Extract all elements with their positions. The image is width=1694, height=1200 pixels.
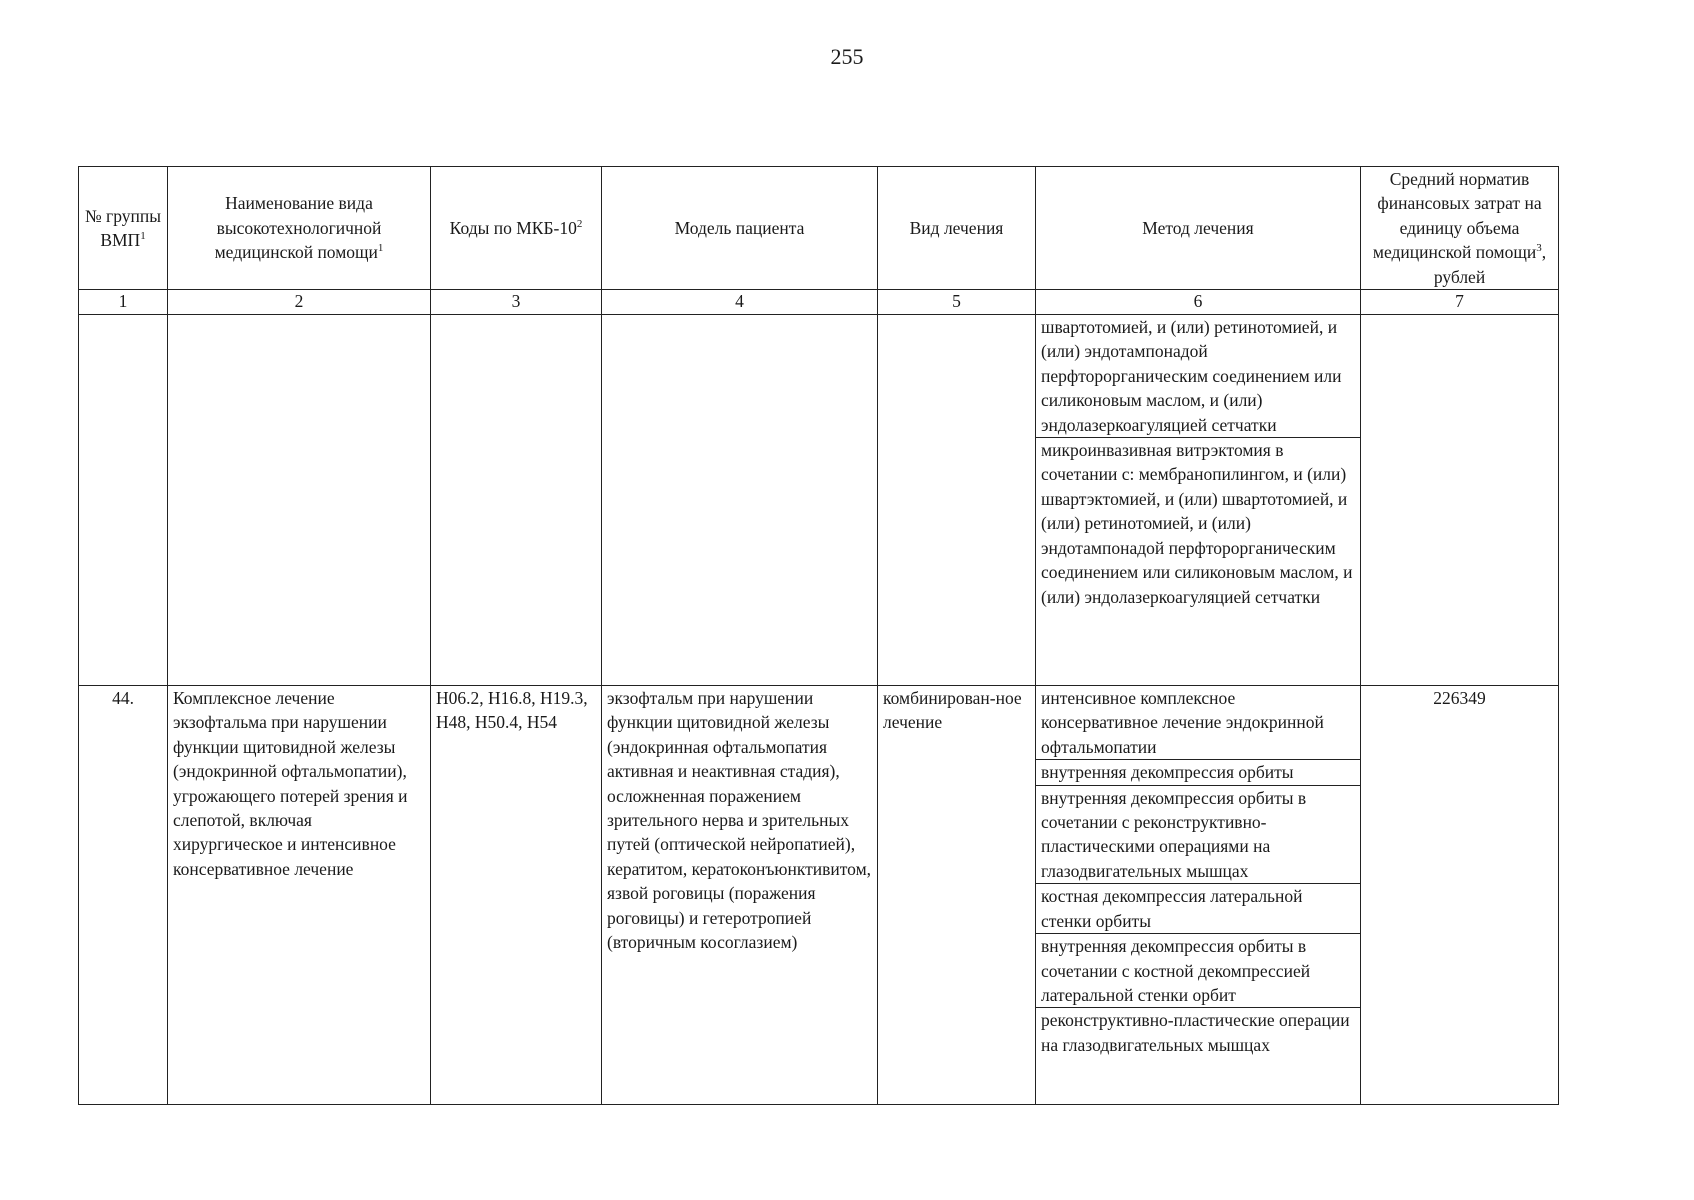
method-item: внутренняя декомпрессия орбиты в сочетании с реконструктивно-пластическими операциями на глазодвигательных мышцах	[1036, 786, 1360, 885]
column-number: 3	[431, 290, 602, 315]
method-item: реконструктивно-пластические операции на глазодвигательных мышцах	[1041, 1010, 1350, 1055]
column-number: 5	[878, 290, 1036, 315]
header-care-name: Наименование вида высокотехнологичной медицинской помощи$^1$	[168, 167, 431, 290]
group-number: 44.	[79, 686, 168, 1105]
header-row	[79, 167, 1559, 290]
header-treatment-method: Метод лечения	[1036, 167, 1361, 290]
vmp-table	[78, 166, 1559, 1105]
empty-cell	[79, 315, 168, 686]
method-cell	[1036, 686, 1361, 1105]
method-item: интенсивное комплексное консервативное лечение эндокринной офтальмопатии	[1036, 686, 1360, 760]
header-group-number: № группы ВМП$^1$	[79, 167, 168, 290]
column-number: 1	[79, 290, 168, 315]
care-name: Комплексное лечение экзофтальма при нарушении функции щитовидной железы (эндокринной офтальмопатии), угрожающего потерей зрения и слепотой, включая хирургическое и интенсивное консервативное лечение	[168, 686, 431, 1105]
column-number: 4	[602, 290, 878, 315]
method-item: костная декомпрессия латеральной стенки орбиты	[1036, 884, 1360, 934]
column-number-row	[79, 290, 1559, 315]
cost-value: 226349	[1361, 686, 1559, 1105]
treatment-type: комбинирован-ное лечение	[878, 686, 1036, 1105]
empty-cell	[602, 315, 878, 686]
column-number: 6	[1036, 290, 1361, 315]
header-patient-model: Модель пациента	[602, 167, 878, 290]
icd-codes: H06.2, H16.8, H19.3, H48, H50.4, H54	[431, 686, 602, 1105]
patient-model: экзофтальм при нарушении функции щитовидной железы (эндокринная офтальмопатия активная и неактивная стадия), осложненная поражением зрительного нерва и зрительных путей (оптической нейропатией), кератитом, кератоконъюнктивитом, язвой роговицы (поражения роговицы) и гетеротропией (вторичным косоглазием)	[602, 686, 878, 1105]
method-item: швартотомией, и (или) ретинотомией, и (или) эндотампонадой перфторорганическим соединением или силиконовым маслом, и (или) эндолазеркоагуляцией сетчатки	[1036, 315, 1360, 438]
header-treatment-type: Вид лечения	[878, 167, 1036, 290]
column-number: 7	[1361, 290, 1559, 315]
method-item: внутренняя декомпрессия орбиты в сочетании с костной декомпрессией латеральной стенки орбит	[1036, 934, 1360, 1008]
empty-cell	[431, 315, 602, 686]
empty-cell	[878, 315, 1036, 686]
table-row-continuation	[79, 315, 1559, 686]
table-row-group-44	[79, 686, 1559, 1105]
page-number: 255	[830, 44, 864, 69]
column-number: 2	[168, 290, 431, 315]
method-cell	[1036, 315, 1361, 686]
method-item: микроинвазивная витрэктомия в сочетании с: мембранопилингом, и (или) швартэктомией, и (или) швартотомией, и (или) ретинотомией, и (или) эндотампонадой перфторорганическим соединением или силиконовым маслом, и (или) эндолазеркоагуляцией сетчатки	[1041, 440, 1353, 607]
header-icd-codes: Коды по МКБ-$10^2$	[431, 167, 602, 290]
header-cost: Средний норматив финансовых затрат на единицу объема медицинской помощи$^3$, рублей	[1361, 167, 1559, 290]
empty-cell	[168, 315, 431, 686]
empty-cell	[1361, 315, 1559, 686]
method-item: внутренняя декомпрессия орбиты	[1036, 760, 1360, 785]
